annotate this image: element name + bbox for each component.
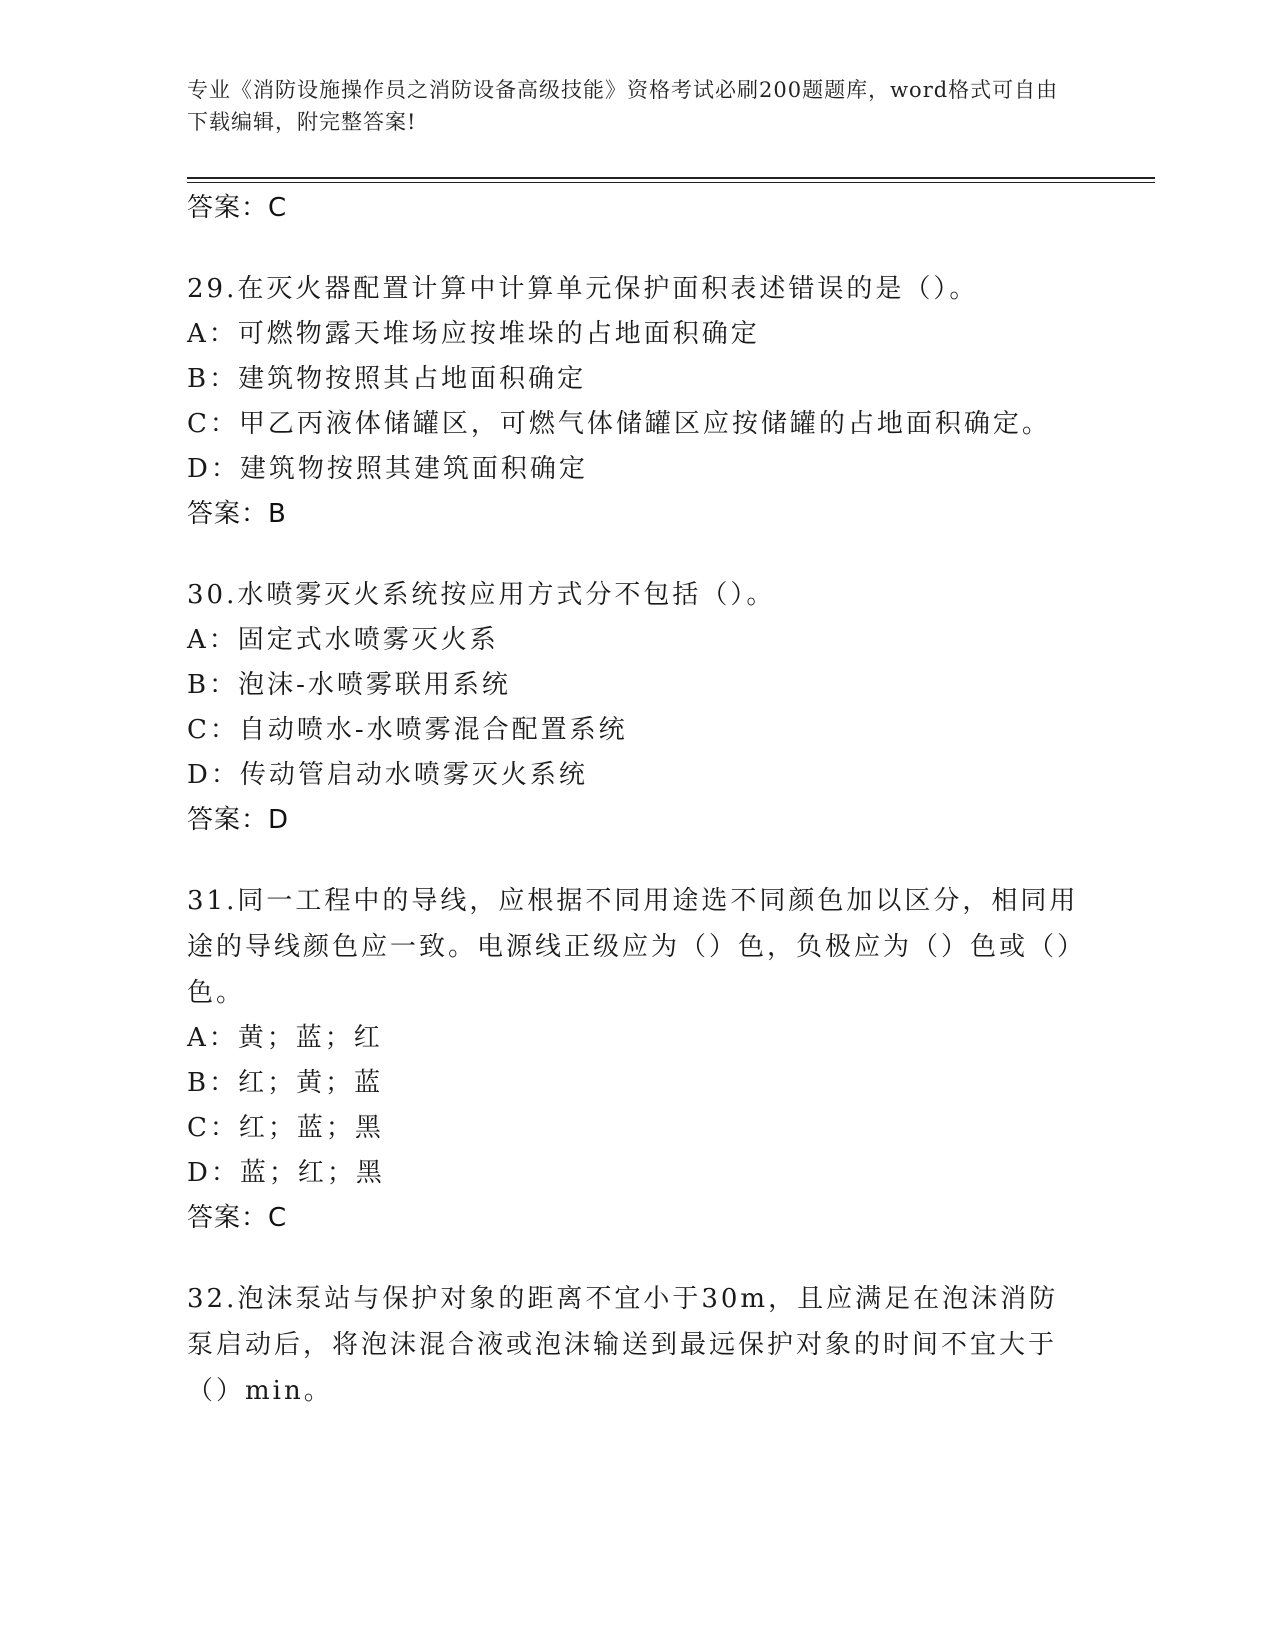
question-29 <box>187 266 1087 536</box>
header-text: 专业《消防设施操作员之消防设备高级技能》资格考试必刷200题题库，word格式可自由下载编辑，附完整答案! <box>187 78 1059 134</box>
option-d: D：蓝；红；黑 <box>187 1158 385 1188</box>
option-d: D：传动管启动水喷雾灭火系统 <box>187 760 588 790</box>
answer-line: 答案：C <box>187 1203 288 1233</box>
option-a: A：固定式水喷雾灭火系 <box>187 625 499 655</box>
option-b: B：建筑物按照其占地面积确定 <box>187 364 587 394</box>
header-divider-thick <box>187 177 1155 179</box>
answer-line: 答案：B <box>187 499 287 529</box>
option-b: B：泡沫-水喷雾联用系统 <box>187 670 511 700</box>
option-c: C：红；蓝；黑 <box>187 1113 384 1143</box>
header-divider-thin <box>187 182 1155 183</box>
question-stem: 32.泡沫泵站与保护对象的距离不宜小于30m，且应满足在泡沫消防泵启动后，将泡沫混合液或泡沫输送到最远保护对象的时间不宜大于（）min。 <box>187 1284 1059 1406</box>
question-stem: 29.在灭火器配置计算中计算单元保护面积表述错误的是（）。 <box>187 274 979 304</box>
question-30 <box>187 572 1087 842</box>
question-32 <box>187 1276 1087 1414</box>
document-header <box>187 74 1067 138</box>
answer-line: 答案：D <box>187 805 290 835</box>
option-c: C：自动喷水-水喷雾混合配置系统 <box>187 715 628 745</box>
option-c: C：甲乙丙液体储罐区，可燃气体储罐区应按储罐的占地面积确定。 <box>187 409 1051 439</box>
option-a: A：可燃物露天堆场应按堆垛的占地面积确定 <box>187 319 760 349</box>
option-a: A：黄；蓝；红 <box>187 1023 383 1053</box>
question-stem: 31.同一工程中的导线，应根据不同用途选不同颜色加以区分，相同用途的导线颜色应一致。电源线正级应为（）色，负极应为（）色或（）色。 <box>187 886 1087 1008</box>
answer-line: 答案：C <box>187 193 288 223</box>
question-31 <box>187 878 1087 1240</box>
option-b: B：红；黄；蓝 <box>187 1068 384 1098</box>
option-d: D：建筑物按照其建筑面积确定 <box>187 454 588 484</box>
question-stem: 30.水喷雾灭火系统按应用方式分不包括（）。 <box>187 580 776 610</box>
question-list <box>187 186 1087 1414</box>
